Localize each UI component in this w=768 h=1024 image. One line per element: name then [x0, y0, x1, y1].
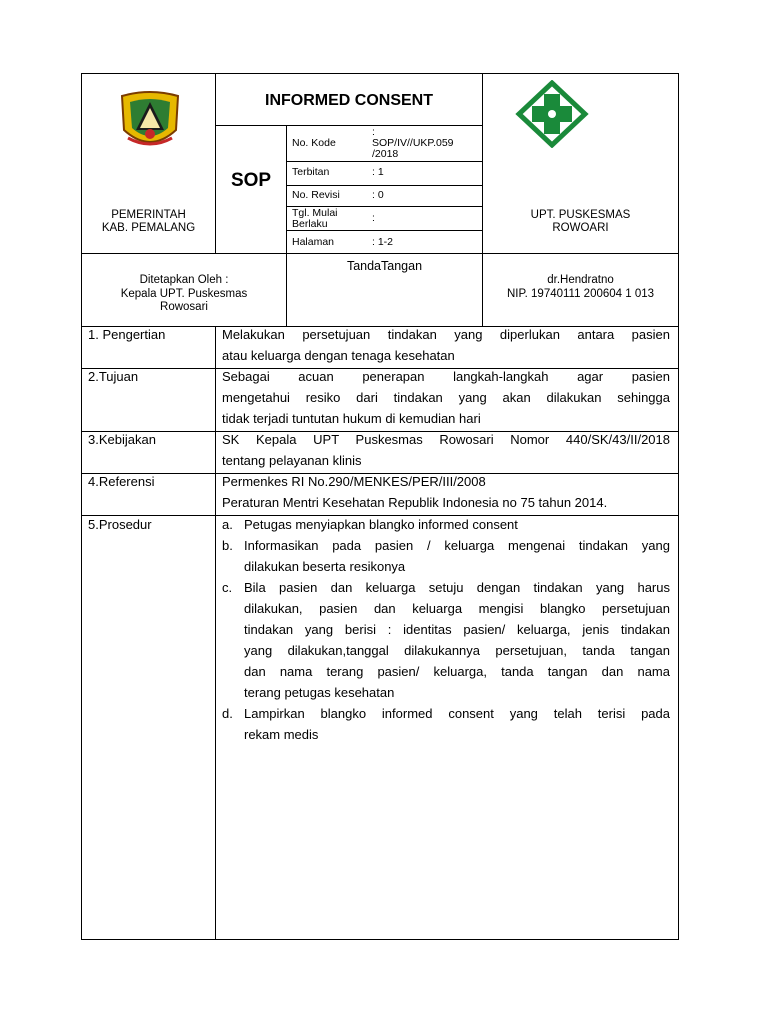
right-org-line-1: UPT. PUSKESMAS: [530, 209, 631, 221]
procedure-line: dilakukan beserta resikonya: [244, 559, 406, 574]
meta-value-halaman: : 1-2: [372, 236, 394, 248]
procedure-line: tindakan yang berisi : identitas pasien/ keluarga, jenis tindakan: [244, 622, 670, 637]
referensi-line: Peraturan Mentri Kesehatan Republik Indonesia no 75 tahun 2014.: [222, 495, 608, 510]
kebijakan-line: SK Kepala UPT Puskesmas Rowosari Nomor 440/SK/43/II/2018: [222, 432, 670, 447]
left-org-line-1: PEMERINTAH: [111, 209, 186, 221]
pengertian-line: atau keluarga dengan tenaga kesehatan: [222, 348, 455, 363]
section-label-kebijakan: 3.Kebijakan: [88, 432, 156, 447]
procedure-line: rekam medis: [244, 727, 319, 742]
section-label-tujuan: 2.Tujuan: [88, 369, 139, 384]
procedure-marker: b.: [222, 538, 233, 553]
procedure-line: Informasikan pada pasien / keluarga mengenai tindakan yang: [244, 538, 670, 553]
signature-right-2: NIP. 19740111 200604 1 013: [506, 288, 655, 300]
procedure-line: dan nama terang pasien/ keluarga, tanda tangan dan nama: [244, 664, 670, 679]
meta-label-tgl-1: Tgl. Mulai: [292, 207, 338, 219]
pemalang-crest-logo: [118, 90, 182, 152]
signature-middle: TandaTangan: [346, 259, 423, 273]
signature-right-1: dr.Hendratno: [547, 274, 614, 286]
tujuan-line: mengetahui resiko dari tindakan yang akan dilakukan sehingga: [222, 390, 670, 405]
puskesmas-cross-logo: [515, 80, 589, 148]
meta-value-kode-2: SOP/IV//UKP.059: [372, 137, 454, 149]
kebijakan-line: tentang pelayanan klinis: [222, 453, 362, 468]
procedure-line: dilakukan, pasien dan keluarga mengisi blangko persetujuan: [244, 601, 670, 616]
page-title: INFORMED CONSENT: [265, 92, 433, 109]
section-label-pengertian: 1. Pengertian: [88, 327, 166, 342]
meta-value-revisi: : 0: [372, 189, 384, 201]
procedure-marker: a.: [222, 517, 233, 532]
meta-value-tgl: :: [372, 212, 375, 224]
sop-label: SOP: [230, 170, 272, 191]
signature-left-2: Kepala UPT. Puskesmas: [120, 288, 248, 300]
meta-label-halaman: Halaman: [292, 236, 335, 248]
signature-left-1: Ditetapkan Oleh :: [139, 274, 229, 286]
tujuan-line: Sebagai acuan penerapan langkah-langkah agar pasien: [222, 369, 670, 384]
procedure-line: terang petugas kesehatan: [244, 685, 395, 700]
meta-label-revisi: No. Revisi: [292, 189, 340, 201]
procedure-marker: c.: [222, 580, 233, 595]
procedure-line: Petugas menyiapkan blangko informed consent: [244, 517, 518, 532]
section-label-prosedur: 5.Prosedur: [88, 517, 152, 532]
pengertian-line: Melakukan persetujuan tindakan yang diperlukan antara pasien: [222, 327, 670, 342]
meta-value-kode-1: :: [372, 126, 375, 138]
meta-label-kode: No. Kode: [292, 137, 336, 149]
referensi-line: Permenkes RI No.290/MENKES/PER/III/2008: [222, 474, 486, 489]
procedure-line: Bila pasien dan keluarga setuju dengan tindakan yang harus: [244, 580, 670, 595]
meta-label-terbitan: Terbitan: [292, 166, 330, 178]
meta-value-kode-3: /2018: [372, 148, 399, 160]
tujuan-line: tidak terjadi tuntutan hukum di kemudian hari: [222, 411, 481, 426]
procedure-line: yang dilakukan,tanggal dilakukannya persetujuan, tanda tangan: [244, 643, 670, 658]
signature-left-3: Rowosari: [160, 301, 208, 313]
right-org-line-2: ROWOARI: [552, 222, 609, 234]
left-org-line-2: KAB. PEMALANG: [101, 222, 196, 234]
meta-value-terbitan: : 1: [372, 166, 384, 178]
procedure-marker: d.: [222, 706, 233, 721]
procedure-line: Lampirkan blangko informed consent yang telah terisi pada: [244, 706, 670, 721]
meta-label-tgl-2: Berlaku: [292, 218, 328, 230]
section-label-referensi: 4.Referensi: [88, 474, 155, 489]
